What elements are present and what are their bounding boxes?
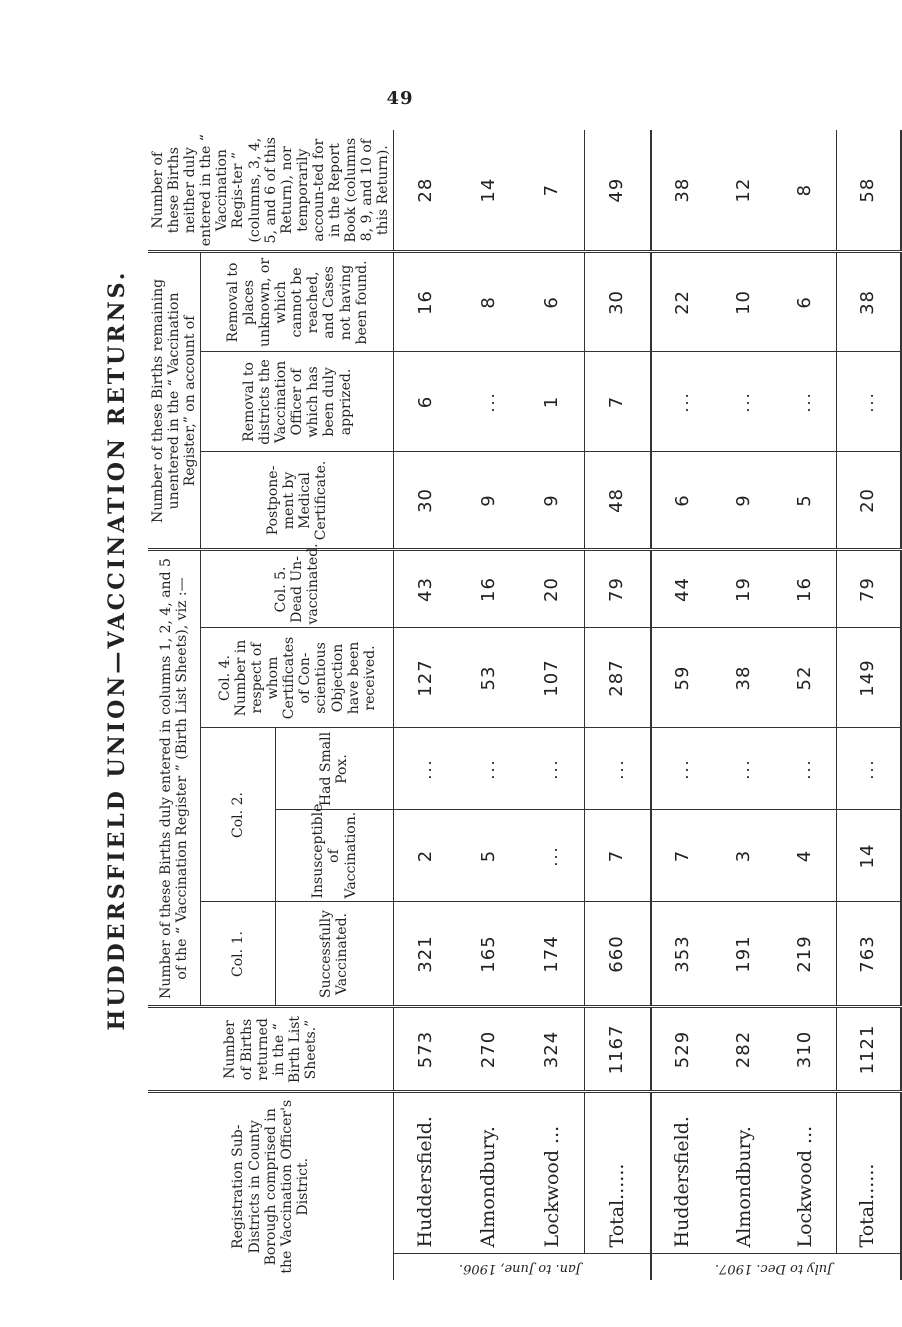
removal-unknown-value: 6 bbox=[521, 252, 585, 352]
conscientious-objection-value: 53 bbox=[458, 628, 521, 728]
removal-unknown-value: 30 bbox=[585, 252, 652, 352]
table-row bbox=[714, 130, 775, 1280]
total-row bbox=[837, 130, 901, 1280]
header-col2-small-pox: Had Small Pox. bbox=[275, 728, 394, 810]
successfully-vaccinated-value: 191 bbox=[714, 902, 775, 1007]
dead-unvaccinated-value: 79 bbox=[837, 550, 901, 628]
successfully-vaccinated-value: 353 bbox=[651, 902, 714, 1007]
header-postponement: Postpone-ment by Medical Certificate. bbox=[201, 452, 394, 550]
total-row bbox=[585, 130, 652, 1280]
insusceptible-value: 5 bbox=[458, 810, 521, 902]
insusceptible-value: ... bbox=[521, 810, 585, 902]
small-pox-value: ... bbox=[521, 728, 585, 810]
neither-entered-value: 12 bbox=[714, 130, 775, 252]
period-label bbox=[651, 1254, 900, 1280]
removal-unknown-value: 10 bbox=[714, 252, 775, 352]
removal-unknown-value: 8 bbox=[458, 252, 521, 352]
births-returned-value: 324 bbox=[521, 1007, 585, 1092]
header-births-returned: Number of Births returned in the “ Birth List Sheets.” bbox=[148, 1007, 394, 1092]
removal-districts-value: ... bbox=[458, 352, 521, 452]
small-pox-value: ... bbox=[585, 728, 652, 810]
vaccination-returns-table bbox=[148, 130, 902, 1280]
births-returned-value: 1121 bbox=[837, 1007, 901, 1092]
neither-entered-value: 8 bbox=[775, 130, 837, 252]
header-col2: Col. 2. bbox=[201, 728, 275, 902]
successfully-vaccinated-value: 763 bbox=[837, 902, 901, 1007]
neither-entered-value: 7 bbox=[521, 130, 585, 252]
period-label-text: Jan. to June, 1906. bbox=[458, 1260, 581, 1276]
insusceptible-value: 14 bbox=[837, 810, 901, 902]
insusceptible-value: 4 bbox=[775, 810, 837, 902]
successfully-vaccinated-value: 165 bbox=[458, 902, 521, 1007]
header-col1-sub: Successfully Vaccinated. bbox=[275, 902, 394, 1007]
insusceptible-value: 7 bbox=[585, 810, 652, 902]
births-returned-value: 529 bbox=[651, 1007, 714, 1092]
removal-unknown-value: 6 bbox=[775, 252, 837, 352]
neither-entered-value: 58 bbox=[837, 130, 901, 252]
dead-unvaccinated-value: 19 bbox=[714, 550, 775, 628]
conscientious-objection-value: 107 bbox=[521, 628, 585, 728]
dead-unvaccinated-value: 16 bbox=[775, 550, 837, 628]
table-row bbox=[458, 130, 521, 1280]
neither-entered-value: 28 bbox=[394, 130, 458, 252]
postponement-value: 20 bbox=[837, 452, 901, 550]
header-unentered-group: Number of these Births remaining unentered in the “ Vaccination Register,” on account of bbox=[148, 252, 201, 550]
vaccination-returns-table-wrapper bbox=[148, 130, 879, 1280]
dead-unvaccinated-value: 20 bbox=[521, 550, 585, 628]
dead-unvaccinated-value: 16 bbox=[458, 550, 521, 628]
births-returned-value: 573 bbox=[394, 1007, 458, 1092]
removal-districts-value: 1 bbox=[521, 352, 585, 452]
postponement-value: 48 bbox=[585, 452, 652, 550]
table-body bbox=[394, 130, 901, 1280]
sub-district-name: Total...... bbox=[585, 1092, 652, 1254]
small-pox-value: ... bbox=[837, 728, 901, 810]
small-pox-value: ... bbox=[458, 728, 521, 810]
postponement-value: 9 bbox=[714, 452, 775, 550]
conscientious-objection-value: 287 bbox=[585, 628, 652, 728]
insusceptible-value: 7 bbox=[651, 810, 714, 902]
conscientious-objection-value: 52 bbox=[775, 628, 837, 728]
births-returned-value: 1167 bbox=[585, 1007, 652, 1092]
neither-entered-value: 14 bbox=[458, 130, 521, 252]
header-col2-insusceptible: Insusceptible of Vaccination. bbox=[275, 810, 394, 902]
removal-unknown-value: 38 bbox=[837, 252, 901, 352]
period-label-text: July to Dec. 1907. bbox=[714, 1260, 833, 1276]
births-returned-value: 310 bbox=[775, 1007, 837, 1092]
table-row bbox=[521, 130, 585, 1280]
small-pox-value: ... bbox=[394, 728, 458, 810]
header-col5: Col. 5. Dead Un-vaccinated. bbox=[201, 550, 394, 628]
births-returned-value: 282 bbox=[714, 1007, 775, 1092]
removal-districts-value: ... bbox=[714, 352, 775, 452]
sub-district-name: Almondbury. bbox=[477, 1126, 500, 1248]
table-row bbox=[394, 130, 458, 1280]
conscientious-objection-value: 149 bbox=[837, 628, 901, 728]
page-number: 49 bbox=[386, 88, 414, 109]
sub-district-name: Total...... bbox=[837, 1092, 901, 1254]
postponement-value: 5 bbox=[775, 452, 837, 550]
successfully-vaccinated-value: 660 bbox=[585, 902, 652, 1007]
small-pox-value: ... bbox=[775, 728, 837, 810]
small-pox-value: ... bbox=[714, 728, 775, 810]
header-col1: Col. 1. bbox=[201, 902, 275, 1007]
insusceptible-value: 2 bbox=[394, 810, 458, 902]
conscientious-objection-value: 38 bbox=[714, 628, 775, 728]
neither-entered-value: 49 bbox=[585, 130, 652, 252]
sub-district-name: Lockwood ... bbox=[793, 1125, 816, 1248]
page-title: HUDDERSFIELD UNION—VACCINATION RETURNS. bbox=[104, 269, 130, 1031]
small-pox-value: ... bbox=[651, 728, 714, 810]
removal-unknown-value: 22 bbox=[651, 252, 714, 352]
successfully-vaccinated-value: 321 bbox=[394, 902, 458, 1007]
postponement-value: 6 bbox=[651, 452, 714, 550]
conscientious-objection-value: 127 bbox=[394, 628, 458, 728]
removal-districts-value: ... bbox=[837, 352, 901, 452]
removal-districts-value: ... bbox=[775, 352, 837, 452]
sub-district-name: Almondbury. bbox=[732, 1126, 755, 1248]
neither-entered-value: 38 bbox=[651, 130, 714, 252]
sub-district-name: Huddersfield. bbox=[671, 1116, 694, 1248]
successfully-vaccinated-value: 219 bbox=[775, 902, 837, 1007]
removal-districts-value: ... bbox=[651, 352, 714, 452]
dead-unvaccinated-value: 79 bbox=[585, 550, 652, 628]
header-removal-districts: Removal to districts the Vaccination Officer of which has been duly apprized. bbox=[201, 352, 394, 452]
dead-unvaccinated-value: 44 bbox=[651, 550, 714, 628]
postponement-value: 9 bbox=[521, 452, 585, 550]
table-row bbox=[651, 130, 714, 1280]
postponement-value: 9 bbox=[458, 452, 521, 550]
postponement-value: 30 bbox=[394, 452, 458, 550]
header-removal-unknown: Removal to places unknown, or which cannot be reached, and Cases not having been found. bbox=[201, 252, 394, 352]
period-label bbox=[394, 1254, 651, 1280]
removal-unknown-value: 16 bbox=[394, 252, 458, 352]
insusceptible-value: 3 bbox=[714, 810, 775, 902]
successfully-vaccinated-value: 174 bbox=[521, 902, 585, 1007]
header-col4: Col. 4. Number in respect of whom Certificates of Con-scientious Objection have been received. bbox=[201, 628, 394, 728]
header-duly-entered-group: Number of these Births duly entered in columns 1, 2, 4, and 5 of the “ Vaccination Register ” (Birth List Sheets), viz :— bbox=[148, 550, 201, 1007]
sub-district-name: Huddersfield. bbox=[414, 1116, 437, 1248]
removal-districts-value: 6 bbox=[394, 352, 458, 452]
removal-districts-value: 7 bbox=[585, 352, 652, 452]
sub-district-name: Lockwood ... bbox=[540, 1125, 563, 1248]
table-row bbox=[775, 130, 837, 1280]
header-neither: Number of these Births neither duly entered in the “ Vaccination Regis-ter ” (columns, 3, 4, 5, and 6 of this Return), nor temporarily accoun-ted for in the Report Book (columns 8, 9, and 10 of this Return). bbox=[148, 130, 394, 252]
births-returned-value: 270 bbox=[458, 1007, 521, 1092]
conscientious-objection-value: 59 bbox=[651, 628, 714, 728]
dead-unvaccinated-value: 43 bbox=[394, 550, 458, 628]
header-sub-district: Registration Sub-Districts in County Borough comprised in the Vaccination Officer's District. bbox=[148, 1092, 394, 1280]
